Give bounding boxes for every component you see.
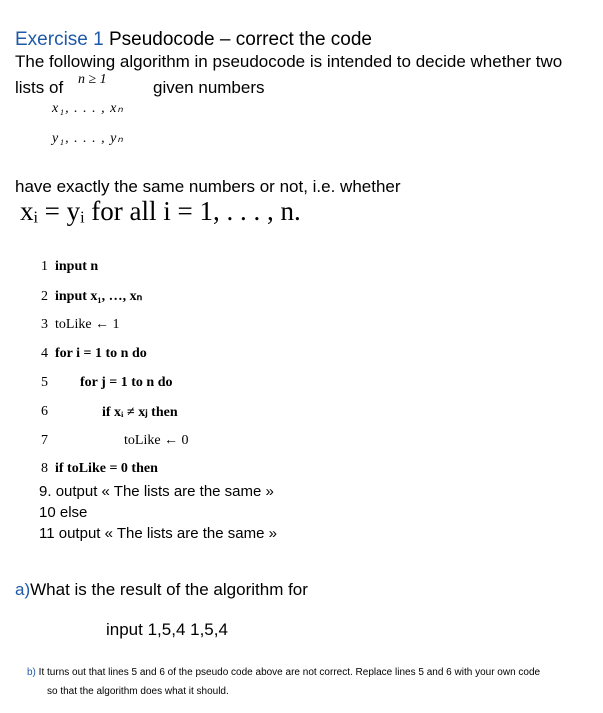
algo-line-text: input n [55,259,99,274]
algo-line-number: 2 [41,289,48,304]
question-a [15,580,308,600]
intro-line-1: The following algorithm in pseudocode is intended to decide whether two [15,52,563,71]
algo-line-text: toLike ← 1 [55,317,120,332]
intro-line-2: lists of [15,78,64,97]
algo-line-3 [41,317,120,333]
intro-given-numbers: given numbers [153,78,265,97]
question-a-input: input 1,5,4 1,5,4 [106,620,228,639]
algo-line-text: for j = 1 to n do [80,375,173,390]
question-b [27,667,540,678]
algo-line-text: if xᵢ ≠ xⱼ then [102,405,178,420]
algo-line-number: 10 [39,504,56,521]
algo-line-11 [39,525,277,542]
algo-line-9 [39,483,274,500]
algo-line-number: 8 [41,461,48,476]
algo-line-number: 3 [41,317,48,332]
algo-line-7 [41,433,48,449]
algo-line-5-text [80,375,173,391]
algo-line-7-text [124,433,189,449]
algo-line-1 [41,259,98,275]
exercise-title [15,29,372,51]
algo-line-text: output « The lists are the same » [55,483,274,500]
algo-line-8 [41,461,158,477]
algo-line-10 [39,504,87,521]
algo-line-text: output « The lists are the same » [58,525,277,542]
exercise-subtitle: Pseudocode – correct the code [103,29,372,50]
algo-line-4 [41,346,147,362]
algo-line-6-text [102,404,178,421]
equality-condition: xᵢ = yᵢ for all i = 1, . . . , n. [20,196,301,226]
algo-line-number: 4 [41,346,48,361]
algo-line-number: 5 [41,375,48,390]
question-b-line-2: so that the algorithm does what it should. [47,686,229,697]
algo-line-text: toLike ← 0 [124,433,189,448]
algo-line-number: 6 [41,404,48,419]
algo-line-5 [41,375,48,391]
question-b-line-1: It turns out that lines 5 and 6 of the pseudo code above are not correct. Replace lines 5 and 6 with your own code [35,667,541,678]
algo-line-number: 11 [39,525,55,542]
algo-line-text: else [59,504,88,521]
exercise-label: Exercise 1 [15,29,104,50]
algo-line-number: 9. [39,483,52,500]
x-list: x₁, . . . , xₙ [52,101,124,116]
algo-line-text: for i = 1 to n do [55,346,147,361]
algo-line-6 [41,404,48,420]
intro-line-3: have exactly the same numbers or not, i.e. whether [15,177,401,196]
algo-line-number: 1 [41,259,48,274]
question-a-label: a) [15,580,31,599]
question-a-text: What is the result of the algorithm for [30,580,308,599]
algo-line-number: 7 [41,433,48,448]
n-condition: n ≥ 1 [78,72,107,87]
algo-line-text: input x₁, …, xₙ [55,289,143,304]
question-b-label: b) [27,667,36,678]
algo-line-2 [41,288,142,305]
algo-line-text: if toLike = 0 then [55,461,158,476]
y-list: y₁, . . . , yₙ [52,131,124,146]
